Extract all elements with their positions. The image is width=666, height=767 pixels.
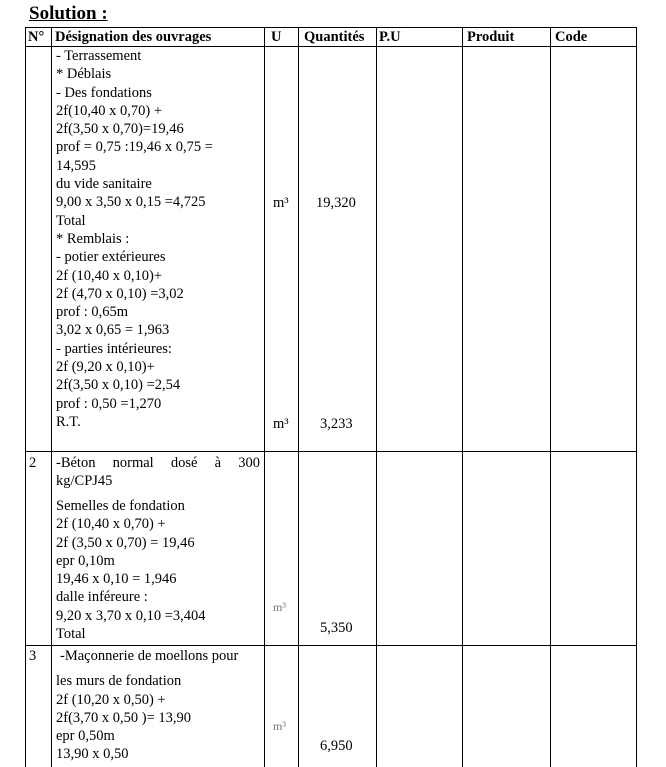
row1-line: 2f (9,20 x 0,10)+ [56, 359, 155, 376]
row1-line: - parties intérieures: [56, 340, 172, 357]
row1-quantity-1: 19,320 [316, 195, 356, 211]
col-line [264, 27, 265, 767]
row1-quantity-2: 3,233 [320, 416, 353, 432]
row2-line: Total [56, 626, 86, 643]
row2-bottom-border [25, 645, 637, 646]
header-designation: Désignation des ouvrages [55, 29, 212, 45]
row1-line: - Terrassement [56, 48, 142, 64]
row3-line: 2f(3,70 x 0,50 )= 13,90 [56, 709, 192, 726]
row2-line: 2f (10,40 x 0,70) + [56, 516, 166, 533]
row2-number: 2 [29, 455, 37, 471]
row1-line: 2f (10,40 x 0,10)+ [56, 267, 163, 284]
row2-unit: m³ [273, 600, 286, 614]
col-line [550, 27, 551, 767]
row1-line: - Des fondations [56, 84, 152, 101]
row2-line: 19,46 x 0,10 = 1,946 [56, 571, 177, 588]
col-line [298, 27, 299, 767]
row2-line: Semelles de fondation [56, 498, 185, 514]
header-unit-price: P.U [379, 29, 401, 45]
header-quantities: Quantités [304, 29, 365, 45]
row3-line: epr 0,50m [56, 728, 115, 745]
row1-line: R.T. [56, 413, 81, 430]
header-unit: U [271, 29, 282, 45]
row1-line: - potier extérieures [56, 249, 166, 266]
row1-line: 9,00 x 3,50 x 0,15 =4,725 [56, 194, 206, 211]
row1-description [56, 47, 213, 431]
row3-unit: m³ [273, 719, 286, 733]
row2-line: dalle inféreure : [56, 589, 148, 606]
row2-line: 9,20 x 3,70 x 0,10 =3,404 [56, 607, 206, 624]
row3-line: 13,90 x 0,50 [56, 746, 129, 763]
row1-unit-1: m³ [273, 195, 289, 211]
row1-line: * Déblais [56, 66, 112, 83]
page-title: Solution : [29, 3, 108, 24]
row1-line: prof : 0,65m [56, 304, 129, 321]
header-product: Produit [467, 29, 515, 45]
row3-line: les murs de fondation [56, 673, 182, 690]
row3-heading: -Maçonnerie de moellons pour [60, 648, 239, 664]
row2-description [56, 454, 260, 643]
col-line [376, 27, 377, 767]
row3-number: 3 [29, 648, 37, 664]
row3-description [56, 647, 238, 764]
row1-line: * Remblais : [56, 230, 130, 247]
row1-unit-2: m³ [273, 416, 289, 432]
row1-line: 14,595 [56, 157, 96, 174]
row1-line: du vide sanitaire [56, 176, 152, 193]
col-line [462, 27, 463, 767]
header-num: N° [28, 29, 45, 45]
row1-line: 2f(3,50 x 0,70)=19,46 [56, 121, 184, 138]
row1-line: 3,02 x 0,65 = 1,963 [56, 322, 170, 339]
col-line [51, 27, 52, 767]
row1-bottom-border [25, 451, 637, 452]
row1-line: prof = 0,75 :19,46 x 0,75 = [56, 139, 213, 156]
row1-line: 2f(3,50 x 0,10) =2,54 [56, 377, 181, 394]
col-line [636, 27, 637, 767]
row3-line: 2f (10,20 x 0,50) + [56, 691, 166, 708]
row1-line: prof : 0,50 =1,270 [56, 395, 162, 412]
row2-line: epr 0,10m [56, 552, 115, 569]
row1-line: Total [56, 212, 86, 229]
col-line [25, 27, 26, 767]
header-code: Code [555, 29, 588, 45]
row3-quantity: 6,950 [320, 738, 353, 754]
row2-quantity: 5,350 [320, 620, 353, 636]
row2-heading: -Béton normal dosé à 300 kg/CPJ45 [56, 455, 260, 489]
row2-line: 2f (3,50 x 0,70) = 19,46 [56, 534, 195, 551]
row1-line: 2f (4,70 x 0,10) =3,02 [56, 285, 184, 302]
row1-line: 2f(10,40 x 0,70) + [56, 102, 163, 119]
